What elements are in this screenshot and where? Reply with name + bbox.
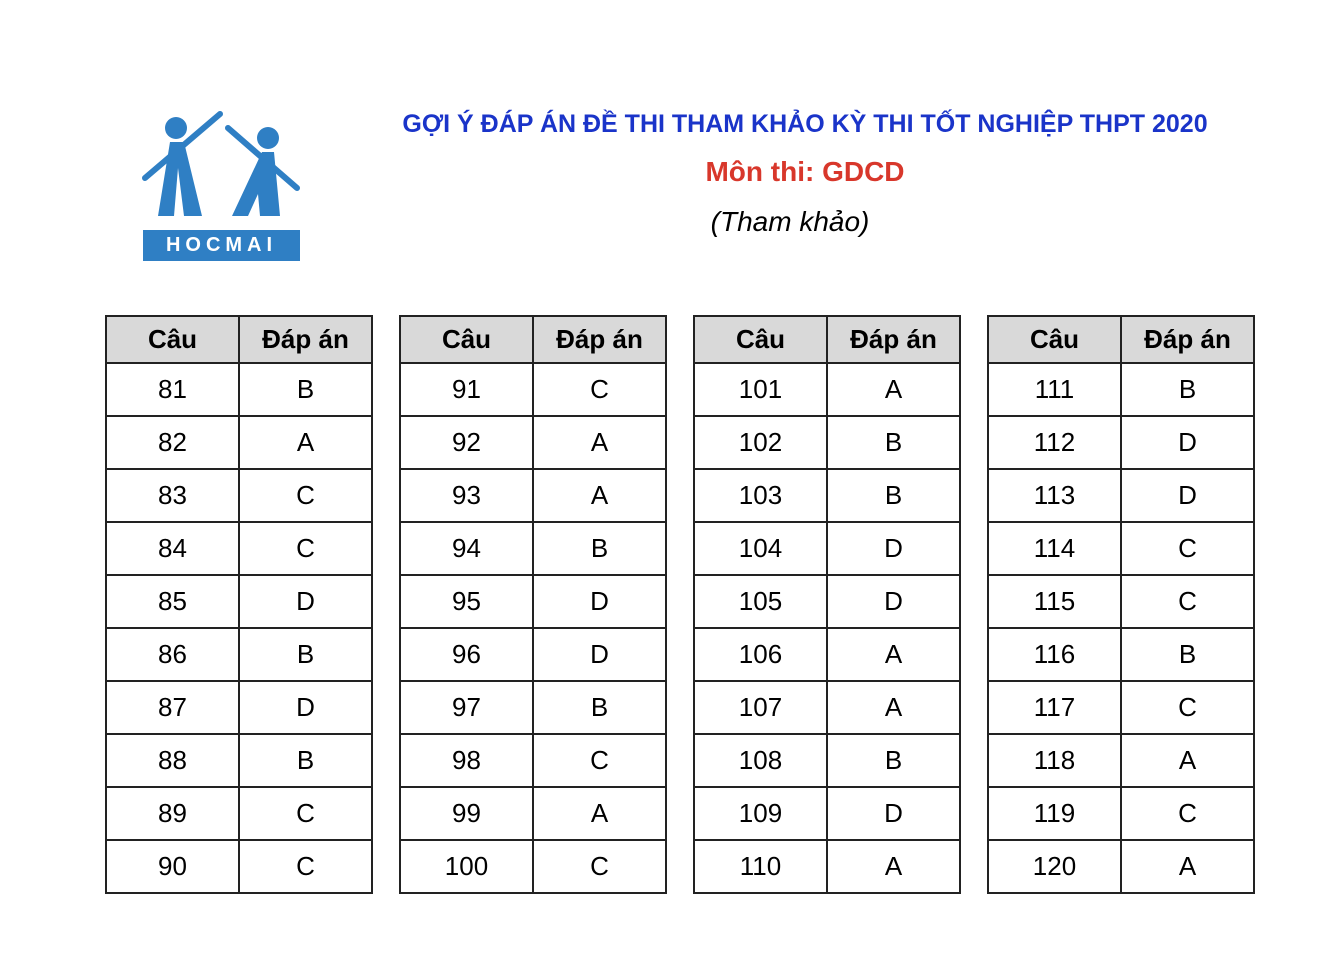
question-number: 117 xyxy=(988,681,1121,734)
header-answer: Đáp án xyxy=(1121,316,1254,363)
question-number: 103 xyxy=(694,469,827,522)
question-number: 84 xyxy=(106,522,239,575)
answer-letter: C xyxy=(1121,575,1254,628)
answer-letter: A xyxy=(239,416,372,469)
question-number: 96 xyxy=(400,628,533,681)
question-number: 118 xyxy=(988,734,1121,787)
table-row xyxy=(694,628,960,681)
question-number: 109 xyxy=(694,787,827,840)
question-number: 82 xyxy=(106,416,239,469)
table-row xyxy=(988,681,1254,734)
answer-letter: C xyxy=(1121,522,1254,575)
answer-letter: C xyxy=(1121,681,1254,734)
question-number: 97 xyxy=(400,681,533,734)
question-number: 101 xyxy=(694,363,827,416)
table-row xyxy=(106,681,372,734)
answer-letter: B xyxy=(827,734,960,787)
table-row xyxy=(400,469,666,522)
answer-letter: C xyxy=(239,840,372,893)
question-number: 81 xyxy=(106,363,239,416)
table-row xyxy=(988,363,1254,416)
answer-letter: D xyxy=(239,575,372,628)
question-number: 120 xyxy=(988,840,1121,893)
answer-table-1 xyxy=(105,315,373,894)
question-number: 104 xyxy=(694,522,827,575)
answer-letter: D xyxy=(827,522,960,575)
question-number: 114 xyxy=(988,522,1121,575)
question-number: 94 xyxy=(400,522,533,575)
table-row xyxy=(988,522,1254,575)
answer-letter: C xyxy=(533,840,666,893)
hocmai-figures-icon xyxy=(140,106,302,230)
table-row xyxy=(400,416,666,469)
question-number: 102 xyxy=(694,416,827,469)
table-row xyxy=(400,628,666,681)
table-row xyxy=(106,469,372,522)
answer-letter: A xyxy=(827,840,960,893)
answer-letter: A xyxy=(827,628,960,681)
table-row xyxy=(400,363,666,416)
question-number: 89 xyxy=(106,787,239,840)
table-row xyxy=(694,787,960,840)
answer-letter: C xyxy=(1121,787,1254,840)
table-row xyxy=(106,522,372,575)
answer-letter: C xyxy=(533,363,666,416)
question-number: 113 xyxy=(988,469,1121,522)
answer-letter: D xyxy=(827,575,960,628)
table-row xyxy=(988,840,1254,893)
table-row xyxy=(694,575,960,628)
answer-letter: B xyxy=(239,734,372,787)
table-row xyxy=(988,628,1254,681)
question-number: 107 xyxy=(694,681,827,734)
answer-letter: A xyxy=(533,787,666,840)
header-question: Câu xyxy=(694,316,827,363)
answer-letter: B xyxy=(827,469,960,522)
header-question: Câu xyxy=(400,316,533,363)
question-number: 111 xyxy=(988,363,1121,416)
question-number: 88 xyxy=(106,734,239,787)
question-number: 95 xyxy=(400,575,533,628)
table-row xyxy=(988,734,1254,787)
answer-letter: D xyxy=(533,628,666,681)
table-row xyxy=(106,363,372,416)
answer-letter: A xyxy=(827,681,960,734)
table-row xyxy=(106,628,372,681)
question-number: 99 xyxy=(400,787,533,840)
logo-text: HOCMAI xyxy=(143,230,300,261)
question-number: 115 xyxy=(988,575,1121,628)
answer-table-3 xyxy=(693,315,961,894)
table-row xyxy=(400,840,666,893)
header-answer: Đáp án xyxy=(827,316,960,363)
answer-letter: B xyxy=(239,363,372,416)
answer-letter: B xyxy=(533,522,666,575)
table-row xyxy=(106,840,372,893)
question-number: 108 xyxy=(694,734,827,787)
answer-letter: D xyxy=(239,681,372,734)
question-number: 119 xyxy=(988,787,1121,840)
answer-letter: A xyxy=(1121,734,1254,787)
header-question: Câu xyxy=(106,316,239,363)
answer-letter: C xyxy=(239,522,372,575)
answer-table-4 xyxy=(987,315,1255,894)
question-number: 90 xyxy=(106,840,239,893)
answer-letter: B xyxy=(533,681,666,734)
table-row xyxy=(694,522,960,575)
answer-letter: A xyxy=(1121,840,1254,893)
question-number: 100 xyxy=(400,840,533,893)
page-title: GỢI Ý ĐÁP ÁN ĐỀ THI THAM KHẢO KỲ THI TỐT NGHIỆP THPT 2020 xyxy=(402,110,1208,138)
answer-letter: A xyxy=(533,416,666,469)
table-row xyxy=(694,416,960,469)
table-row xyxy=(988,575,1254,628)
answer-letter: B xyxy=(239,628,372,681)
answer-letter: C xyxy=(239,787,372,840)
answer-letter: A xyxy=(827,363,960,416)
table-row xyxy=(106,787,372,840)
question-number: 116 xyxy=(988,628,1121,681)
table-row xyxy=(988,787,1254,840)
table-row xyxy=(106,734,372,787)
question-number: 110 xyxy=(694,840,827,893)
table-row xyxy=(988,416,1254,469)
answer-letter: C xyxy=(533,734,666,787)
answer-letter: D xyxy=(533,575,666,628)
table-row xyxy=(694,363,960,416)
table-row xyxy=(106,416,372,469)
answer-letter: B xyxy=(1121,628,1254,681)
question-number: 91 xyxy=(400,363,533,416)
question-number: 106 xyxy=(694,628,827,681)
answer-table-2 xyxy=(399,315,667,894)
table-row xyxy=(694,734,960,787)
header-answer: Đáp án xyxy=(239,316,372,363)
question-number: 92 xyxy=(400,416,533,469)
question-number: 87 xyxy=(106,681,239,734)
header-question: Câu xyxy=(988,316,1121,363)
question-number: 93 xyxy=(400,469,533,522)
answer-letter: D xyxy=(827,787,960,840)
reference-note: (Tham khảo) xyxy=(710,206,870,237)
table-row xyxy=(988,469,1254,522)
table-row xyxy=(400,575,666,628)
hocmai-logo xyxy=(140,106,302,262)
answer-letter: C xyxy=(239,469,372,522)
answer-letter: D xyxy=(1121,469,1254,522)
table-row xyxy=(694,469,960,522)
table-row xyxy=(400,787,666,840)
question-number: 98 xyxy=(400,734,533,787)
question-number: 105 xyxy=(694,575,827,628)
table-row xyxy=(694,681,960,734)
answer-letter: B xyxy=(1121,363,1254,416)
question-number: 86 xyxy=(106,628,239,681)
table-row xyxy=(694,840,960,893)
answer-letter: B xyxy=(827,416,960,469)
table-row xyxy=(400,734,666,787)
question-number: 85 xyxy=(106,575,239,628)
header-answer: Đáp án xyxy=(533,316,666,363)
answer-letter: D xyxy=(1121,416,1254,469)
subject-label: Môn thi: GDCD xyxy=(705,156,905,187)
table-row xyxy=(106,575,372,628)
question-number: 112 xyxy=(988,416,1121,469)
table-row xyxy=(400,681,666,734)
answer-letter: A xyxy=(533,469,666,522)
table-row xyxy=(400,522,666,575)
question-number: 83 xyxy=(106,469,239,522)
